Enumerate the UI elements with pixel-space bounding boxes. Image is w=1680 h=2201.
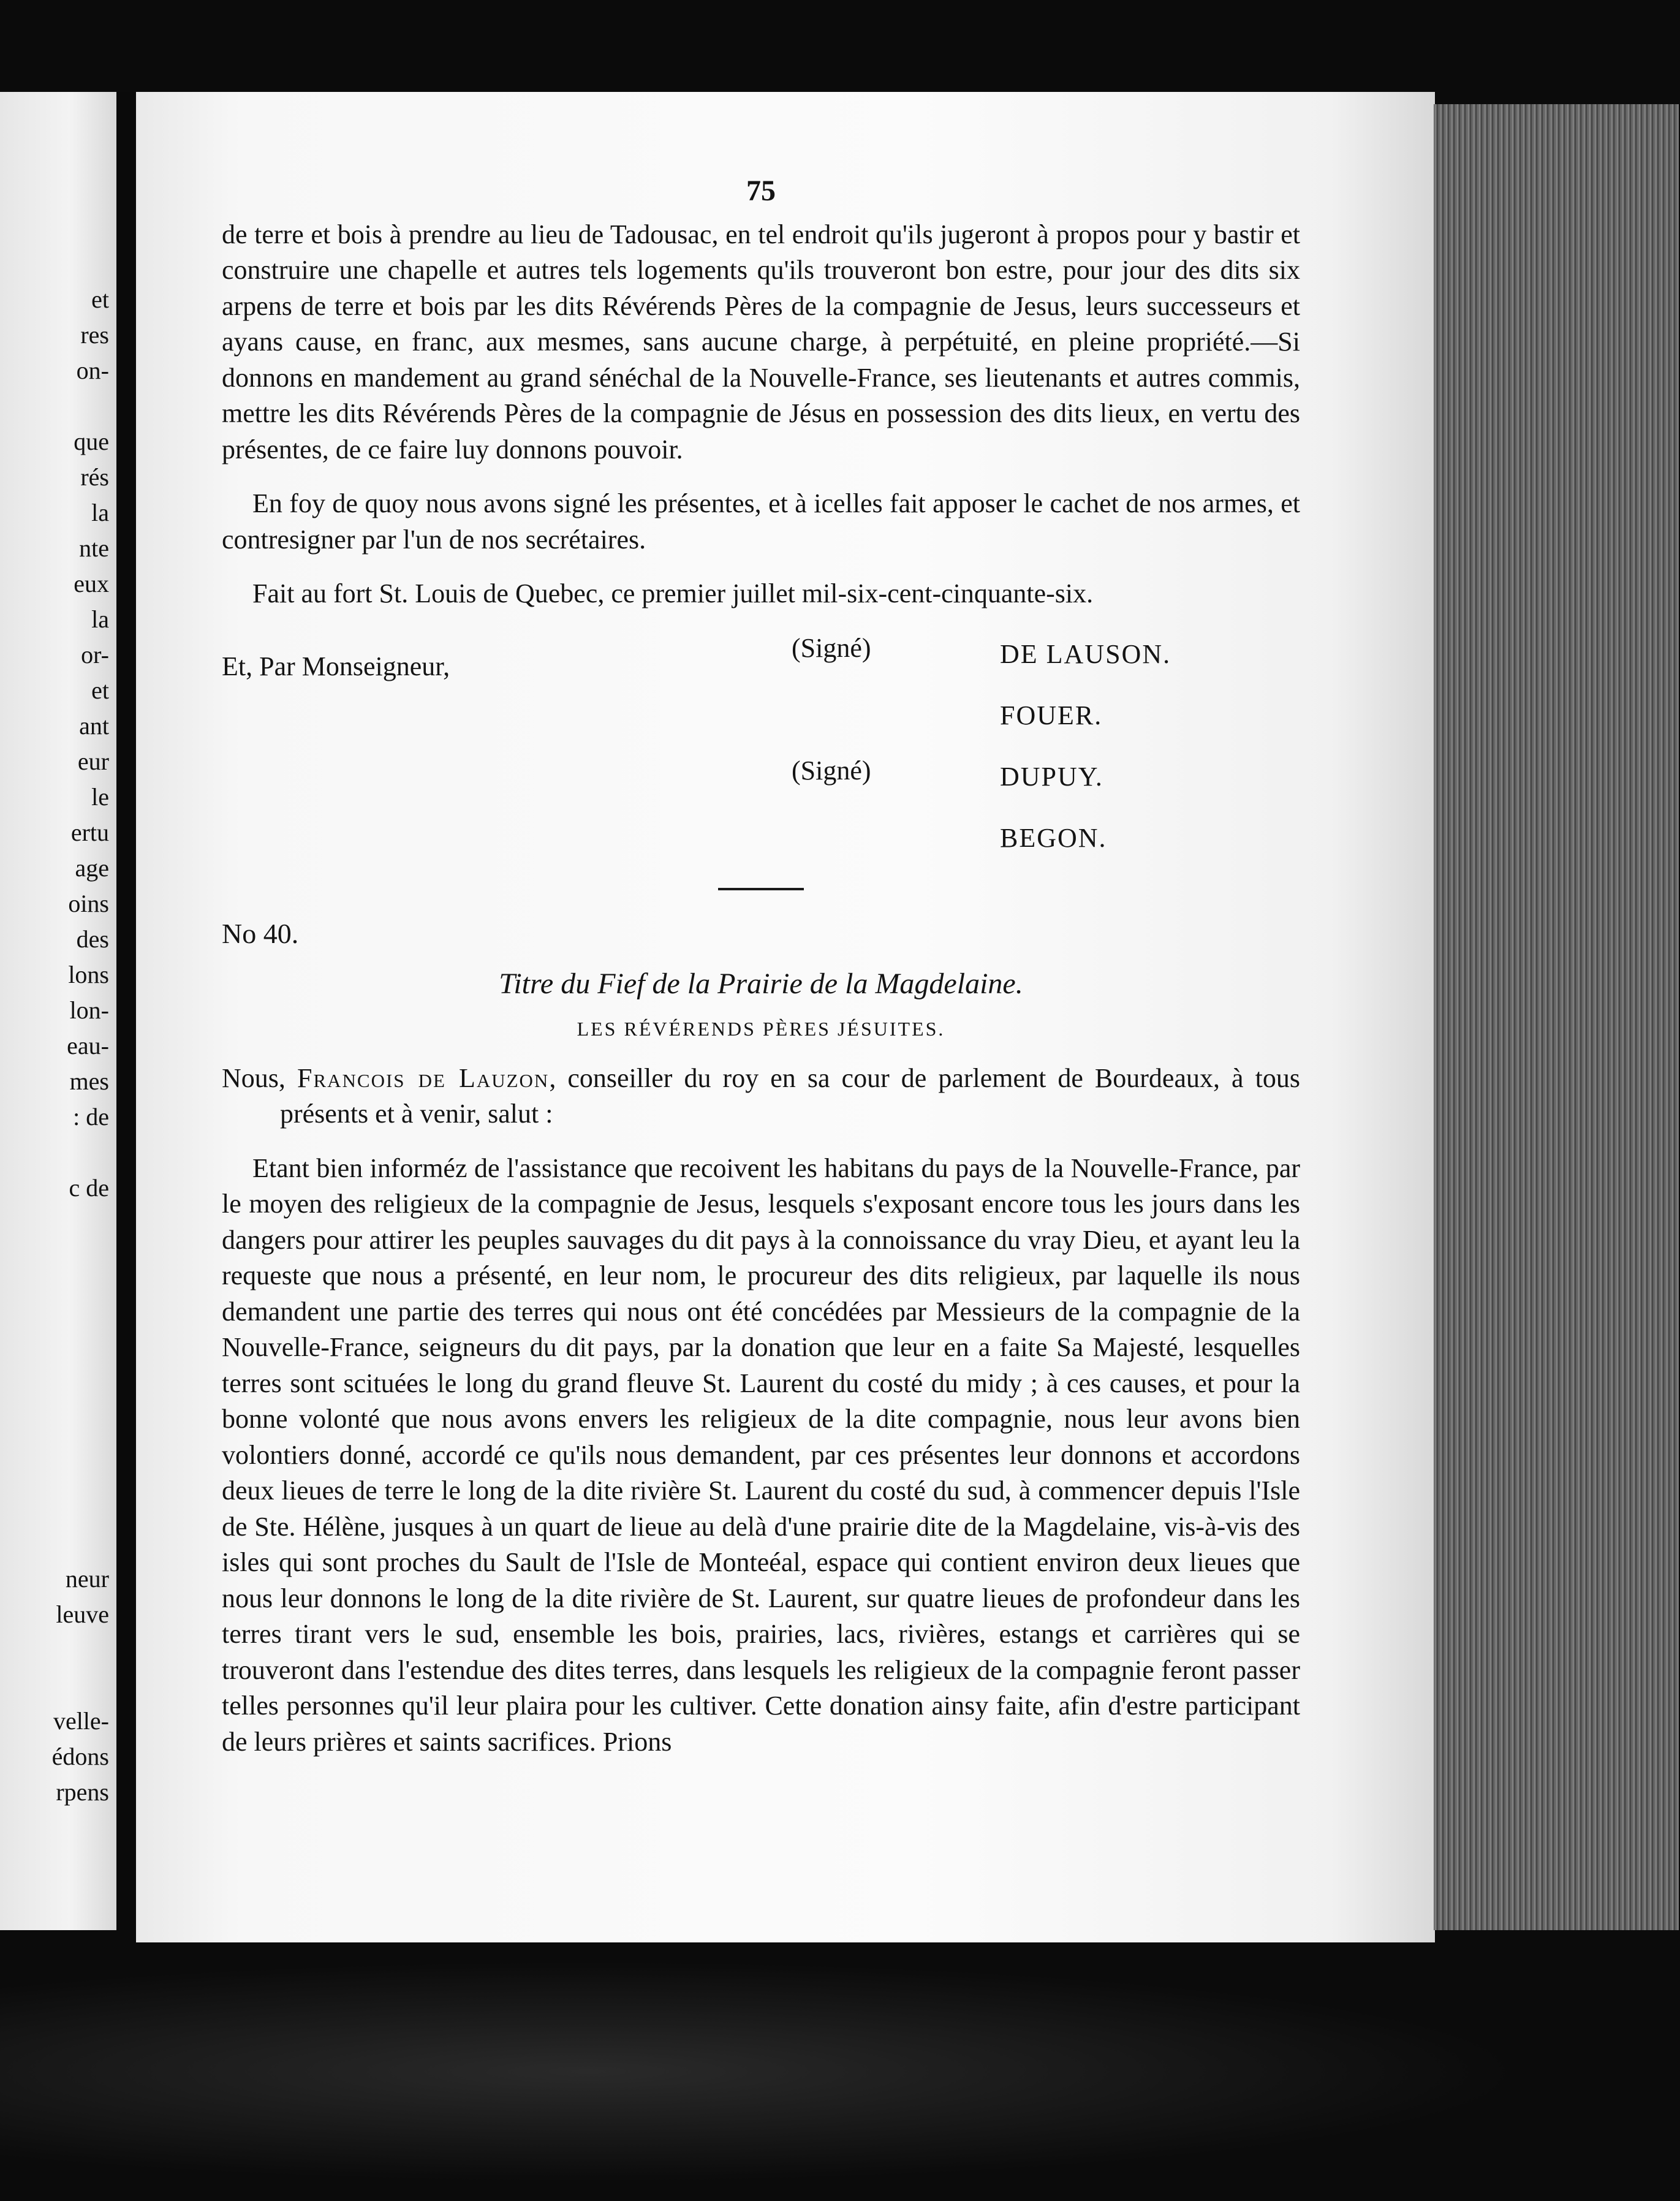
signature-label: Et, Par Monseigneur, (222, 651, 450, 681)
left-page-fragment: rpens (56, 1778, 109, 1806)
left-page-fragment: oins (68, 890, 109, 917)
left-page-fragment: mes (69, 1067, 109, 1095)
left-page-fragment: que (74, 428, 109, 455)
left-page-fragment: or- (81, 641, 109, 669)
paragraph-date: Fait au fort St. Louis de Quebec, ce premier juillet mil-six-cent-cinquante-six. (252, 578, 1094, 609)
body-paragraph: Etant bien informéz de l'assistance que recoivent les habitans du pays de la Nouvelle-France, par le moyen des religieux de la compagnie de Jesus, lesquels s'exposant encore tous les jours dans les dangers pour attirer les peuples sauvages du dit pays à la connoissance du vray Dieu, et ayant leu la requeste que nous a présenté, en leur nom, le procureur des dits religieux, par laquelle ils nous demandent une partie des terres qui nous ont été concédées par Messieurs de la compagnie de la Nouvelle-France, seigneurs du dit pays, par la donation que leur en a faite Sa Majesté, lesquelles terres sont scituées le long du grand fleuve St. Laurent du costé du midy ; à ces causes, et pour la bonne volonté que nous avons envers les religieux de la dite compagnie, nous leur avons bien volontiers donné, accordé ce qu'ils nous demandent, par ces présentes leur donnons et accordons deux lieues de terre le long de la dite rivière St. Laurent du costé du sud, à commencer depuis l'Isle de Ste. Hélène, jusques à un quart de lieue au delà d'une prairie dite de la Magdelaine, vis-à-vis des isles qui sont proches du Sault de l'Isle de Monteéal, espace qui contient environ deux lieues que nous leur donnons le long de la dite rivière de St. Laurent, sur quatre lieues de profondeur dans les terres tirant vers le sud, ensemble les bois, prairies, lacs, rivières, estangs et carrières qui se trouveront dans l'estendue des dites terres, dans lesquels les religieux de la compagnie feront passer telles personnes qu'il leur plaira pour les cultiver. Cette donation ainsy faite, afin d'estre participant de leurs prières et saints sacrifices. Prions (222, 1153, 1300, 1757)
left-page-fragment: eux (74, 570, 109, 597)
left-page-fragment: neur (65, 1565, 109, 1593)
left-page-fragment: : de (73, 1103, 109, 1131)
left-page-fragment: des (76, 925, 109, 953)
left-page-fragment: et (91, 286, 109, 313)
page-edges (1434, 104, 1679, 1930)
left-page-fragment: le (91, 783, 109, 811)
document-title: Titre du Fief de la Prairie de la Magdelaine. (499, 968, 1023, 1001)
salutation-name: Francois de Lauzon (297, 1063, 550, 1093)
section-divider (718, 888, 804, 890)
scan-margin (0, 1942, 1680, 2201)
book-gutter (116, 92, 135, 1930)
left-page-fragment: et (91, 676, 109, 704)
document-number: No 40. (222, 917, 299, 949)
page-number: 75 (746, 175, 776, 207)
left-page-fragment: res (80, 321, 109, 349)
left-page-fragment: c de (69, 1174, 109, 1202)
left-page-fragment: eau- (67, 1032, 109, 1059)
left-page-fragment: ertu (70, 819, 109, 846)
left-page-fragment: velle- (53, 1707, 109, 1735)
left-page-fragment: lon- (69, 996, 109, 1024)
signatory-name: DUPUY. (1000, 761, 1103, 792)
signatory-name: BEGON. (1000, 822, 1107, 853)
left-page-fragment: on- (76, 357, 109, 384)
document-page (136, 92, 1435, 1942)
left-page-fragment: lons (68, 961, 109, 988)
signe-marker: (Signé) (792, 755, 871, 786)
left-page-fragment: leuve (56, 1601, 109, 1628)
left-page-fragment: nte (79, 534, 109, 562)
document-subtitle: LES RÉVÉRENDS PÈRES JÉSUITES. (577, 1017, 945, 1040)
signe-marker: (Signé) (792, 632, 871, 663)
left-page-fragment: age (75, 854, 109, 882)
left-page-fragment: la (91, 499, 109, 526)
salutation (222, 1061, 1300, 1132)
signatory-name: FOUER. (1000, 700, 1103, 730)
page-content (222, 172, 1300, 1778)
signature-block (222, 631, 1300, 863)
signatory-name: DE LAUSON. (1000, 638, 1171, 669)
left-page-fragment: ant (79, 712, 109, 740)
salutation-rest: , conseiller du roy en sa cour de parlement de Bourdeaux, à tous présents et à venir, salut : (280, 1063, 1300, 1129)
paragraph-seal: En foy de quoy nous avons signé les présentes, et à icelles fait apposer le cachet de nos armes, et contresigner par l'un de nos secrétaires. (222, 488, 1300, 555)
left-page-fragment: eur (77, 748, 109, 775)
paragraph-continuation: de terre et bois à prendre au lieu de Tadousac, en tel endroit qu'ils jugeront à propos pour y bastir et construire une chapelle et autres tels logements qu'ils trouveront bon estre, pour jour des dits six arpens de terre et bois par les dits Révérends Pères de la compagnie de Jesus, leurs successeurs et ayans cause, en franc, aux mesmes, sans aucune charge, à perpétuité, en pleine propriété.—Si donnons en mandement au grand sénéchal de la Nouvelle-France, ses lieutenants et autres commis, mettre les dits Révérends Pères de la compagnie de Jésus en possession des dits lieux, en vertu des présentes, de ce faire luy donnons pouvoir. (222, 219, 1300, 464)
left-page-fragment: la (91, 605, 109, 633)
left-facing-page (0, 92, 116, 1930)
left-page-fragment: rés (80, 463, 109, 491)
left-page-fragment: édons (51, 1743, 109, 1770)
salutation-prefix: Nous, (222, 1063, 297, 1093)
